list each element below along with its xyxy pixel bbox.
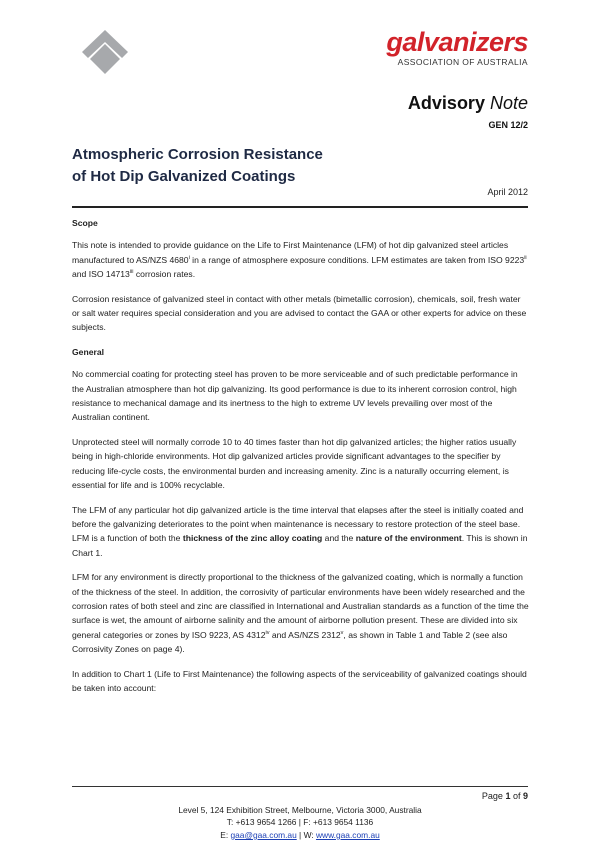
footer-contact bbox=[0, 804, 600, 841]
general-paragraph-5: In addition to Chart 1 (Life to First Maintenance) the following aspects of the serviceability of galvanized coatings should be taken into account: bbox=[72, 668, 527, 693]
footer-phone: T: +613 9654 1266 | F: +613 9654 1136 bbox=[226, 817, 374, 828]
footer-divider bbox=[72, 786, 528, 787]
gaa-logo-icon bbox=[80, 22, 130, 80]
email-link[interactable]: gaa@gaa.com.au bbox=[230, 829, 297, 840]
title-line-1: Atmospheric Corrosion Resistance bbox=[72, 146, 323, 163]
document-body bbox=[72, 216, 530, 705]
advisory-note-heading bbox=[408, 93, 528, 114]
general-paragraph-1: No commercial coating for protecting steel has proven to be more serviceable and of such predictable performance in the Australian atmosphere than hot dip galvanizing. Its good performance is due to its inherent corrosion control, high resistance to mechanical damage and its inertness to the high to extreme UV levels prevailing over most of the Australian continent. bbox=[72, 369, 518, 423]
title-line-2: of Hot Dip Galvanized Coatings bbox=[72, 168, 296, 185]
scope-heading: Scope bbox=[72, 218, 98, 228]
scope-paragraph-1: This note is intended to provide guidance on the Life to First Maintenance (LFM) of hot dip galvanized steel articles manufactured to AS/NZS 4680$^i$ in a range of atmosphere exposure conditions. LFM estimates are taken from ISO 9223$^{ii}$ and ISO 14713$^{iii}$ corrosion rates. bbox=[72, 240, 527, 280]
general-paragraph-2: Unprotected steel will normally corrode 10 to 40 times faster than hot dip galvanized articles; the higher ratios usually being in high-chloride environments. Hot dip galvanized articles provide significant advantages to the specifier by reducing life-cycle costs, the environmental burden and increasing amenity. Zinc is a naturally occurring element, is essential for life and is 100% recyclable. bbox=[72, 436, 517, 491]
general-heading: General bbox=[72, 346, 105, 357]
publication-date: April 2012 bbox=[487, 187, 528, 197]
header-divider bbox=[72, 206, 528, 208]
advisory-label: Advisory bbox=[407, 93, 485, 113]
document-code: GEN 12/2 bbox=[488, 120, 528, 130]
brand-wordmark bbox=[386, 28, 528, 67]
page-title bbox=[72, 144, 323, 188]
footer-links: E: gaa@gaa.com.au | W: www.gaa.com.au bbox=[220, 829, 380, 840]
brand-subtitle: ASSOCIATION OF AUSTRALIA bbox=[397, 57, 528, 67]
note-label: Note bbox=[489, 93, 528, 113]
general-paragraph-3: The LFM of any particular hot dip galvanized article is the time interval that elapses after the steel is initially coated and before the galvanizing deteriorates to the point when maintenance is necessary to restore protection of the steel base. LFM is a function of both the thickness of the zinc alloy coating and the nature of the environment. This is shown in Chart 1. bbox=[72, 504, 528, 558]
footer-address: Level 5, 124 Exhibition Street, Melbourne, Victoria 3000, Australia bbox=[178, 805, 422, 815]
scope-paragraph-2: Corrosion resistance of galvanized steel in contact with other metals (bimetallic corrosion), chemicals, soil, fresh water or salt water requires special consideration and you are advised to contact the GAA or other experts for advice on these subjects. bbox=[72, 293, 527, 333]
page-number: Page 1 of 9 bbox=[481, 791, 528, 801]
website-link[interactable]: www.gaa.com.au bbox=[315, 829, 380, 840]
brand-name: galvanizers bbox=[386, 27, 528, 57]
general-paragraph-4: LFM for any environment is directly proportional to the thickness of the galvanized coating, which is normally a function of the thickness of the steel. In addition, the corrosivity of particular environments have been widely researched and the corrosion rates of both steel and zinc are classified in International and Australian standards as a function of the time the surface is wet, the amount of airborne salinity and the amount of airborne pollution present. These are divided into six general categories or zones by ISO 9223, AS 4312$^{iv}$ and AS/NZS 2312$^v$, as shown in Table 1 and Table 2 (see also Corrosivity Zones on page 4). bbox=[72, 572, 529, 655]
